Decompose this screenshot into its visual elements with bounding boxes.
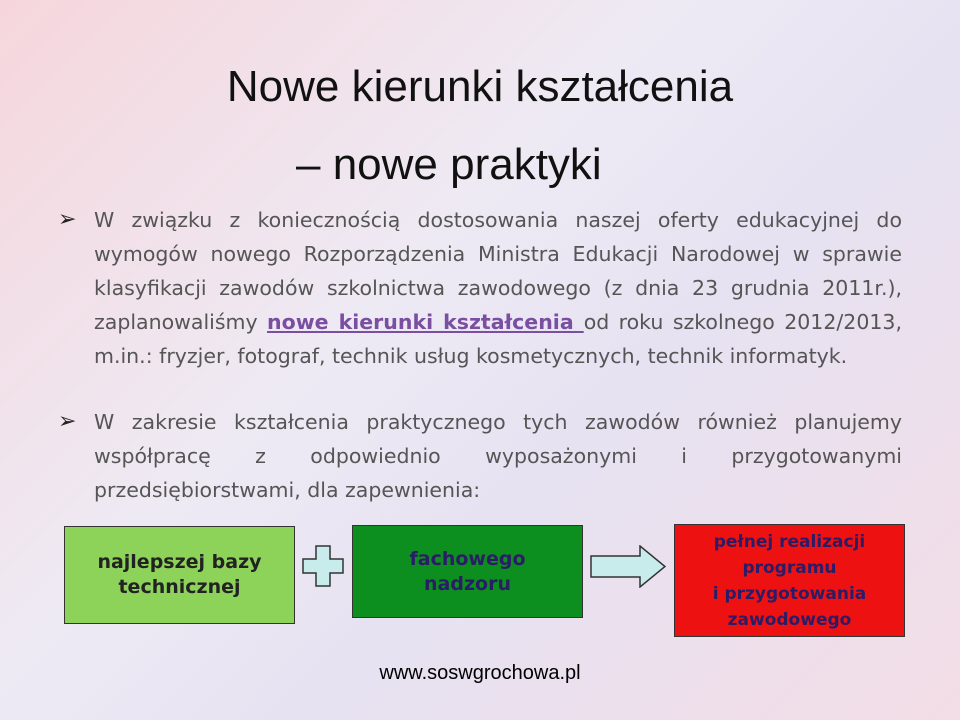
bullet-1-text (60, 203, 902, 373)
bullet-1-emphasis: nowe kierunki kształcenia (267, 310, 584, 334)
box-3-line: pełnej realizacji (713, 531, 866, 552)
bullet-item-1 (60, 203, 902, 373)
arrow-bullet-icon: ➢ (58, 207, 77, 232)
slide-title-line2: – nowe praktyki (296, 140, 602, 189)
box-1-line: najlepszej bazy (97, 551, 262, 573)
box-full-realization (674, 524, 905, 637)
arrow-right-icon (590, 545, 666, 588)
bullet-1-part1: W związku z koniecznością dostosowania naszej oferty edukacyjnej do wymogów nowego Rozporządzenia Ministra Edukacji Narodowej w sprawie klasyfikacji zawodów szkolnictwa zawodowego (z dnia 23 grudnia 2011r.), zaplanowaliśmy (94, 208, 902, 334)
box-3-line: programu (742, 557, 837, 578)
box-1-line: technicznej (118, 576, 241, 598)
box-3-line: zawodowego (727, 609, 852, 630)
box-technical-base (64, 526, 295, 624)
bullet-item-2 (60, 405, 902, 507)
bullet-2-text: W zakresie kształcenia praktycznego tych zawodów również planujemy współpracę z odpowiednio wyposażonymi i przygotowanymi przedsiębiorstwami, dla zapewnienia: (94, 410, 902, 502)
box-3-line: i przygotowania (712, 583, 867, 604)
box-2-line: fachowego (409, 547, 526, 570)
plus-icon (302, 545, 344, 587)
slide-title-line1: Nowe kierunki kształcenia (226, 62, 734, 111)
box-expert-supervision (352, 525, 583, 618)
footer-url: www.soswgrochowa.pl (379, 662, 581, 684)
bullet-1-part2: od roku szkolnego 2012/2013, m.in.: fryzjer, fotograf, technik usług kosmetycznych, technik informatyk. (94, 310, 902, 368)
box-2-line: nadzoru (424, 572, 511, 595)
arrow-bullet-icon: ➢ (58, 409, 77, 434)
